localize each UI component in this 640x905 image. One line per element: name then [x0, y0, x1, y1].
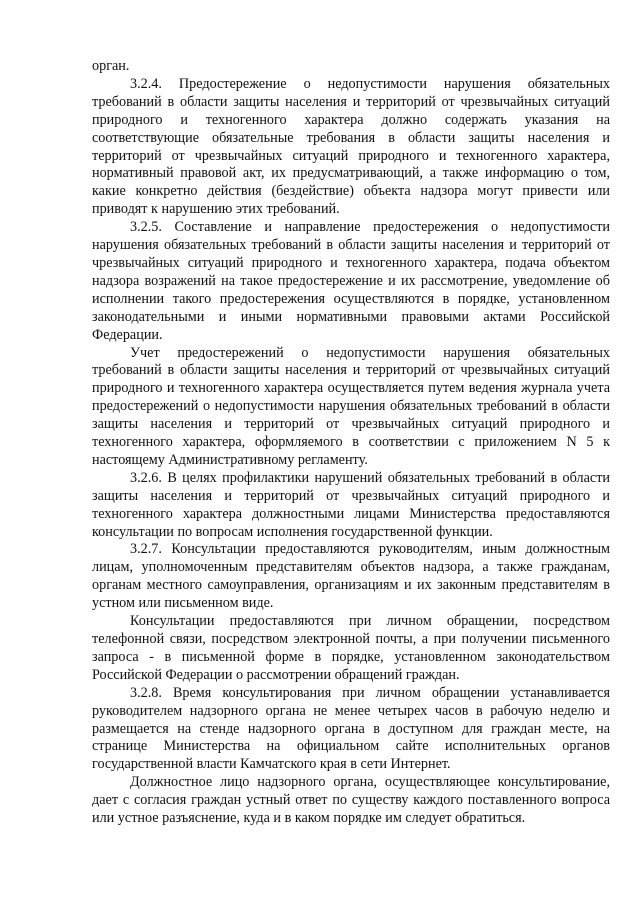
paragraph-3-2-8: 3.2.8. Время консультирования при личном обращении устанавливается руководителем надзорного органа не менее четырех часов в рабочую неделю и размещается на стенде надзорного органа в доступном для граждан месте, на странице Министерства на официальном сайте исполнительных органов государственной власти Камчатского края в сети Интернет. — [92, 684, 610, 773]
document-page — [92, 58, 610, 828]
paragraph-continuation: орган. — [92, 58, 130, 74]
paragraph-official-answer: Должностное лицо надзорного органа, осуществляющее консультирование, дает с согласия граждан устный ответ по существу каждого поставленного вопроса или устное разъяснение, куда и в каком порядке им следует обратиться. — [92, 774, 610, 827]
paragraph-warnings-register: Учет предостережений о недопустимости нарушения обязательных требований в области защиты населения и территорий от чрезвычайных ситуаций природного и техногенного характера осуществляется путем ведения журнала учета предостережений о недопустимости нарушения обязательных требований в области защиты населения и территорий от чрезвычайных ситуаций природного и техногенного характера, оформляемого в соответствии с приложением N 5 к настоящему Административному регламенту. — [92, 344, 610, 468]
paragraph-3-2-4: 3.2.4. Предостережение о недопустимости нарушения обязательных требований в области защиты населения и территорий от чрезвычайных ситуаций природного и техногенного характера должно содержать указания на соответствующие обязательные требования в области защиты населения и территорий от чрезвычайных ситуаций природного и техногенного характера, нормативный правовой акт, их предусматривающий, а также информацию о том, какие конкретно действия (бездействие) объекта надзора могут привести или приводят к нарушению этих требований. — [92, 75, 610, 218]
paragraph-consultation-forms: Консультации предоставляются при личном обращении, посредством телефонной связи, посредством электронной почты, а при получении письменного запроса - в письменной форме в порядке, установленном законодательством Российской Федерации о рассмотрении обращений граждан. — [92, 613, 610, 683]
paragraph-3-2-6: 3.2.6. В целях профилактики нарушений обязательных требований в области защиты населения и территорий от чрезвычайных ситуаций природного и техногенного характера должностными лицами Министерства предоставляются консультации по вопросам исполнения государственной функции. — [92, 469, 610, 540]
paragraph-3-2-7: 3.2.7. Консультации предоставляются руководителям, иным должностным лицам, уполномоченным представителям объектов надзора, а также гражданам, органам местного самоуправления, организациям и их законным представителям в устном или письменном виде. — [92, 541, 610, 612]
paragraph-3-2-5: 3.2.5. Составление и направление предостережения о недопустимости нарушения обязательных требований в области защиты населения и территорий от чрезвычайных ситуаций природного и техногенного характера, подача объектом надзора возражений на такое предостережение и их рассмотрение, уведомление об исполнении такого предостережения осуществляются в порядке, установленном законодательными и иными нормативными правовыми актами Российской Федерации. — [92, 219, 610, 343]
